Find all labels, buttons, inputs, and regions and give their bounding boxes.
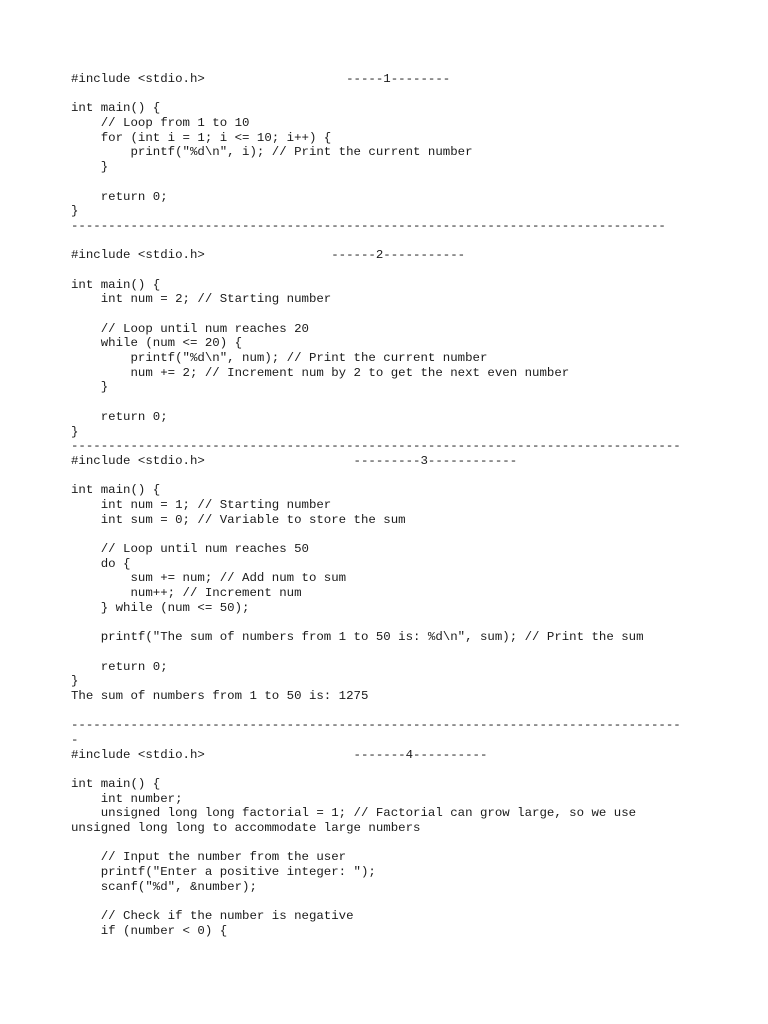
code-line: printf("The sum of numbers from 1 to 50 is: %d\n", sum); // Print the sum [71, 630, 644, 645]
code-line: } [71, 380, 109, 395]
code-line: // Check if the number is negative [71, 909, 354, 924]
code-line: int num = 2; // Starting number [71, 292, 332, 307]
code-line [71, 263, 761, 278]
code-line [71, 704, 761, 719]
code-line: #include <stdio.h> -------4---------- [71, 747, 488, 762]
code-line: sum += num; // Add num to sum [71, 571, 347, 586]
code-line: printf("%d\n", num); // Print the current number [71, 351, 488, 366]
code-line: num++; // Increment num [71, 586, 302, 601]
code-line: } [71, 674, 79, 689]
code-line: return 0; [71, 659, 168, 674]
code-line: printf("Enter a positive integer: "); [71, 865, 376, 880]
code-line: return 0; [71, 409, 168, 424]
code-line [71, 615, 761, 630]
code-line: printf("%d\n", i); // Print the current number [71, 145, 473, 160]
code-line: // Loop until num reaches 50 [71, 542, 309, 556]
code-line: } [71, 160, 109, 175]
code-line [71, 895, 761, 910]
code-line: while (num <= 20) { [71, 336, 243, 351]
code-line [71, 527, 761, 542]
code-line: -------------------------------------------------------------------------------- [71, 218, 666, 233]
code-line: do { [71, 556, 131, 571]
code-line [71, 307, 761, 322]
code-line [71, 395, 761, 410]
code-line [71, 234, 761, 249]
code-line [71, 762, 761, 777]
code-line: #include <stdio.h> ------2----------- [71, 248, 466, 263]
code-line: // Input the number from the user [71, 850, 347, 865]
code-line: - [71, 732, 79, 747]
code-line: unsigned long long to accommodate large numbers [71, 821, 421, 836]
code-line: int num = 1; // Starting number [71, 497, 332, 512]
code-line: return 0; [71, 189, 168, 204]
code-line: } [71, 424, 79, 439]
code-line: ---------------------------------------------------------------------------------- [71, 439, 681, 454]
code-line: for (int i = 1; i <= 10; i++) { [71, 130, 332, 145]
code-line: #include <stdio.h> -----1-------- [71, 72, 451, 86]
code-line [71, 836, 761, 851]
code-line: num += 2; // Increment num by 2 to get the next even number [71, 365, 570, 380]
code-line: int number; [71, 791, 183, 806]
code-line: // Loop from 1 to 10 [71, 116, 250, 131]
code-line: int main() { [71, 277, 161, 292]
code-line: scanf("%d", &number); [71, 879, 257, 894]
code-line: The sum of numbers from 1 to 50 is: 1275 [71, 688, 369, 703]
code-line: if (number < 0) { [71, 923, 228, 938]
code-line: int main() { [71, 101, 161, 116]
code-listing [71, 72, 761, 939]
code-line: int main() { [71, 777, 161, 791]
code-line: } [71, 204, 79, 219]
code-line [71, 175, 761, 190]
code-line: int main() { [71, 483, 161, 498]
code-line: #include <stdio.h> ---------3------------ [71, 453, 518, 468]
code-line: ---------------------------------------------------------------------------------- [71, 718, 681, 733]
code-line [71, 87, 761, 102]
code-line [71, 469, 761, 484]
code-line: } while (num <= 50); [71, 600, 250, 615]
code-line [71, 645, 761, 660]
code-line: unsigned long long factorial = 1; // Factorial can grow large, so we use [71, 806, 637, 821]
code-line: int sum = 0; // Variable to store the sum [71, 512, 406, 527]
code-line: // Loop until num reaches 20 [71, 321, 309, 336]
